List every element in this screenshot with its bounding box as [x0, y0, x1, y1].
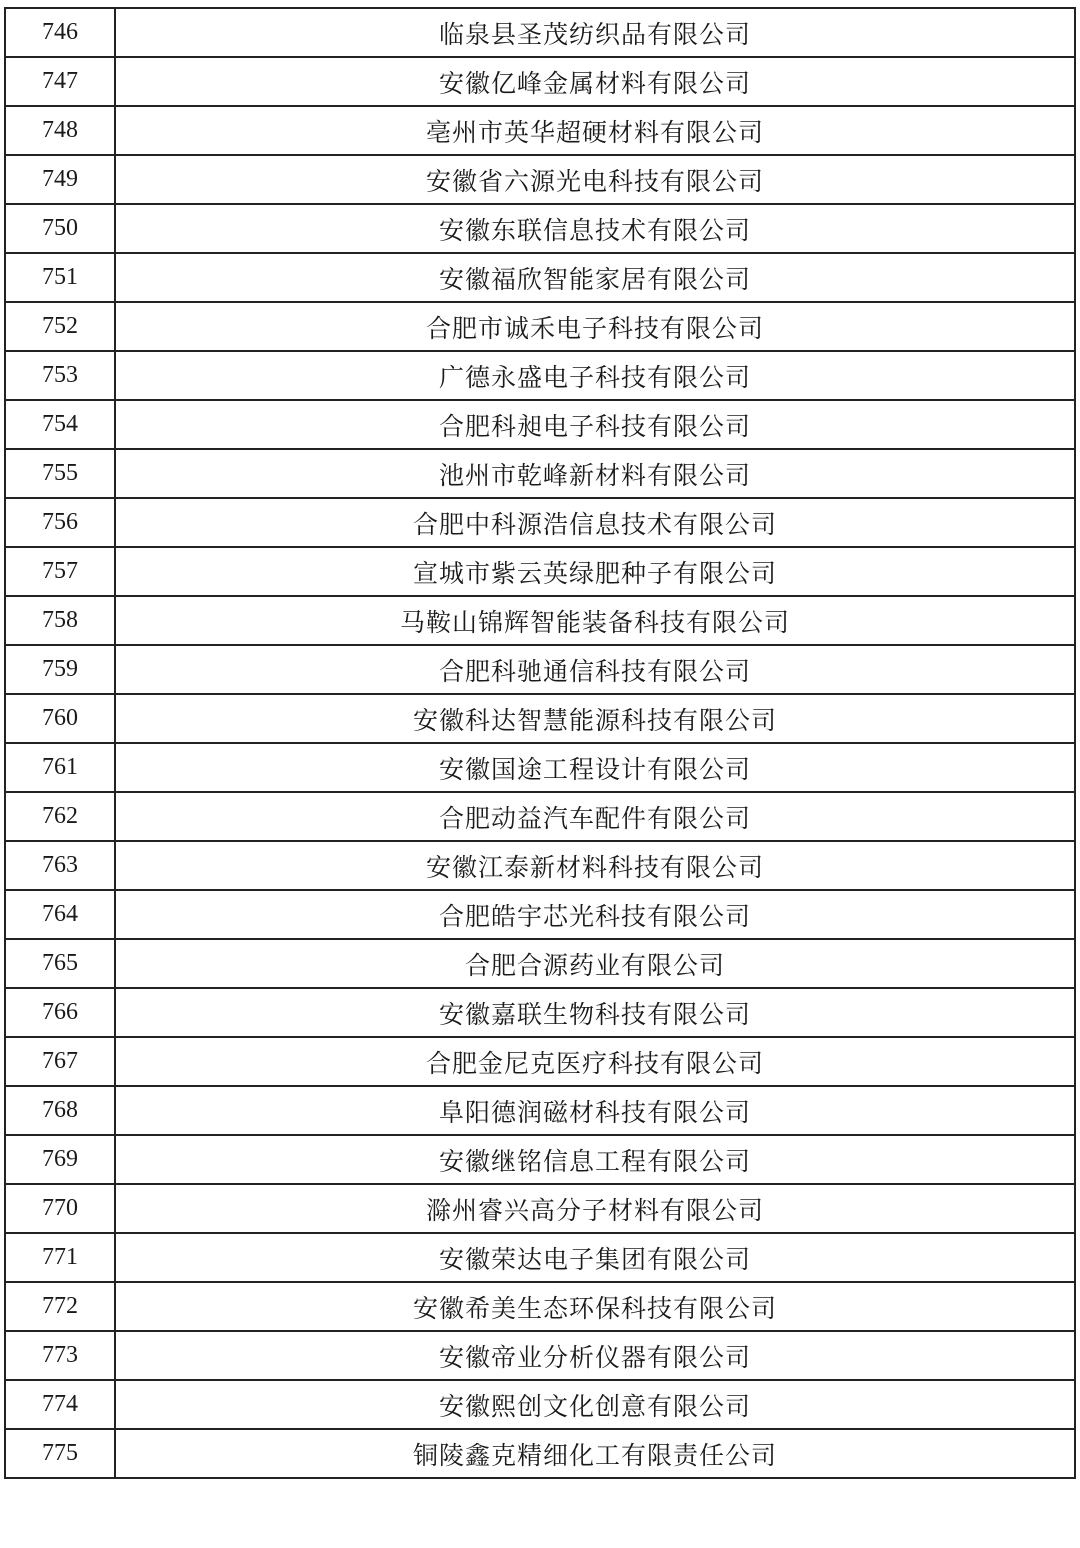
row-number-cell: 762: [5, 792, 115, 841]
table-row: [5, 1086, 1075, 1135]
table-row: [5, 498, 1075, 547]
row-number-cell: 751: [5, 253, 115, 302]
table-row: [5, 155, 1075, 204]
table-row: [5, 1135, 1075, 1184]
table-row: [5, 1429, 1075, 1478]
company-name-cell: 安徽福欣智能家居有限公司: [115, 253, 1075, 302]
company-name-cell: 马鞍山锦辉智能装备科技有限公司: [115, 596, 1075, 645]
company-name-cell: 宣城市紫云英绿肥种子有限公司: [115, 547, 1075, 596]
row-number-cell: 767: [5, 1037, 115, 1086]
table-row: [5, 988, 1075, 1037]
row-number-cell: 753: [5, 351, 115, 400]
row-number-cell: 746: [5, 8, 115, 57]
company-name-cell: 合肥中科源浩信息技术有限公司: [115, 498, 1075, 547]
company-name-cell: 阜阳德润磁材科技有限公司: [115, 1086, 1075, 1135]
company-name-cell: 安徽东联信息技术有限公司: [115, 204, 1075, 253]
table-row: [5, 449, 1075, 498]
table-row: [5, 792, 1075, 841]
row-number-cell: 763: [5, 841, 115, 890]
row-number-cell: 757: [5, 547, 115, 596]
table-row: [5, 57, 1075, 106]
table-row: [5, 596, 1075, 645]
row-number-cell: 768: [5, 1086, 115, 1135]
table-row: [5, 841, 1075, 890]
row-number-cell: 750: [5, 204, 115, 253]
table-row: [5, 547, 1075, 596]
row-number-cell: 756: [5, 498, 115, 547]
table-row: [5, 8, 1075, 57]
table-row: [5, 302, 1075, 351]
company-name-cell: 安徽荣达电子集团有限公司: [115, 1233, 1075, 1282]
company-name-cell: 安徽嘉联生物科技有限公司: [115, 988, 1075, 1037]
row-number-cell: 754: [5, 400, 115, 449]
company-name-cell: 合肥科驰通信科技有限公司: [115, 645, 1075, 694]
row-number-cell: 749: [5, 155, 115, 204]
table-row: [5, 1331, 1075, 1380]
row-number-cell: 770: [5, 1184, 115, 1233]
row-number-cell: 747: [5, 57, 115, 106]
company-name-cell: 安徽亿峰金属材料有限公司: [115, 57, 1075, 106]
company-name-cell: 广德永盛电子科技有限公司: [115, 351, 1075, 400]
row-number-cell: 766: [5, 988, 115, 1037]
company-list-table: [4, 7, 1076, 1479]
row-number-cell: 761: [5, 743, 115, 792]
company-name-cell: 铜陵鑫克精细化工有限责任公司: [115, 1429, 1075, 1478]
company-name-cell: 安徽省六源光电科技有限公司: [115, 155, 1075, 204]
table-row: [5, 1282, 1075, 1331]
row-number-cell: 759: [5, 645, 115, 694]
company-name-cell: 池州市乾峰新材料有限公司: [115, 449, 1075, 498]
table-row: [5, 351, 1075, 400]
table-row: [5, 1233, 1075, 1282]
table-row: [5, 1380, 1075, 1429]
company-name-cell: 合肥科昶电子科技有限公司: [115, 400, 1075, 449]
table-row: [5, 1037, 1075, 1086]
table-row: [5, 1184, 1075, 1233]
row-number-cell: 769: [5, 1135, 115, 1184]
row-number-cell: 773: [5, 1331, 115, 1380]
table-row: [5, 400, 1075, 449]
row-number-cell: 774: [5, 1380, 115, 1429]
company-name-cell: 安徽科达智慧能源科技有限公司: [115, 694, 1075, 743]
row-number-cell: 755: [5, 449, 115, 498]
row-number-cell: 772: [5, 1282, 115, 1331]
row-number-cell: 765: [5, 939, 115, 988]
table-row: [5, 743, 1075, 792]
table-row: [5, 694, 1075, 743]
company-name-cell: 安徽熙创文化创意有限公司: [115, 1380, 1075, 1429]
row-number-cell: 760: [5, 694, 115, 743]
row-number-cell: 748: [5, 106, 115, 155]
table-row: [5, 939, 1075, 988]
company-name-cell: 合肥动益汽车配件有限公司: [115, 792, 1075, 841]
row-number-cell: 758: [5, 596, 115, 645]
company-name-cell: 合肥皓宇芯光科技有限公司: [115, 890, 1075, 939]
table-row: [5, 106, 1075, 155]
row-number-cell: 764: [5, 890, 115, 939]
row-number-cell: 752: [5, 302, 115, 351]
table-row: [5, 890, 1075, 939]
company-name-cell: 合肥金尼克医疗科技有限公司: [115, 1037, 1075, 1086]
row-number-cell: 771: [5, 1233, 115, 1282]
company-name-cell: 安徽江泰新材料科技有限公司: [115, 841, 1075, 890]
company-name-cell: 安徽国途工程设计有限公司: [115, 743, 1075, 792]
table-body: [5, 8, 1075, 1478]
table-row: [5, 645, 1075, 694]
company-name-cell: 安徽希美生态环保科技有限公司: [115, 1282, 1075, 1331]
table-row: [5, 253, 1075, 302]
table-row: [5, 204, 1075, 253]
company-name-cell: 滁州睿兴高分子材料有限公司: [115, 1184, 1075, 1233]
company-name-cell: 合肥合源药业有限公司: [115, 939, 1075, 988]
company-name-cell: 亳州市英华超硬材料有限公司: [115, 106, 1075, 155]
row-number-cell: 775: [5, 1429, 115, 1478]
company-name-cell: 安徽帝业分析仪器有限公司: [115, 1331, 1075, 1380]
company-name-cell: 安徽继铭信息工程有限公司: [115, 1135, 1075, 1184]
company-name-cell: 合肥市诚禾电子科技有限公司: [115, 302, 1075, 351]
company-name-cell: 临泉县圣茂纺织品有限公司: [115, 8, 1075, 57]
